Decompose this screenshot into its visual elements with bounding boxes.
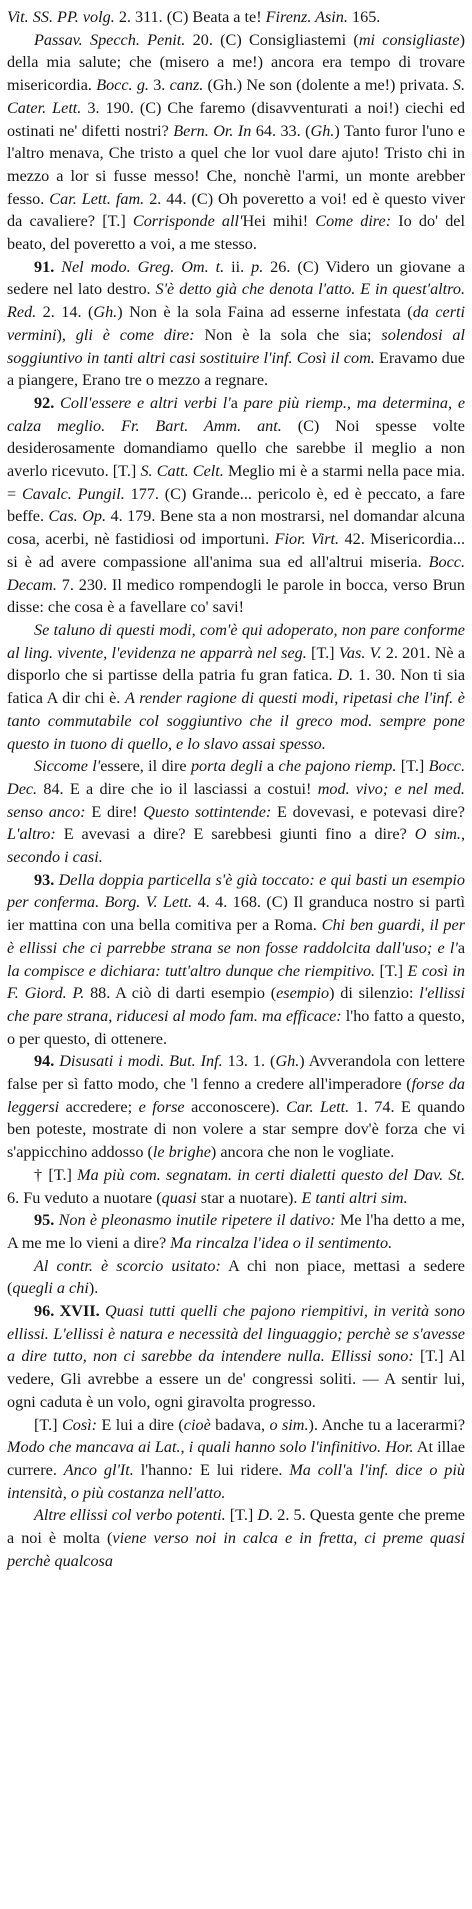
italic-text: e forse [138, 1097, 185, 1116]
paragraph [7, 1164, 465, 1209]
italic-text: Disusati i modi. But. Inf. [59, 1052, 223, 1071]
italic-text: Anco gl'It. [63, 1461, 134, 1479]
italic-text: Chi ben guardi, il per è ellissi che ci parrebbe strana se non fosse raddolcita dall'uso; e l' [7, 916, 465, 957]
text-run: E dovevasi, e potevasi dire? [271, 802, 465, 821]
italic-text: O sim., secondo i casi. [7, 825, 465, 867]
paragraph [7, 1209, 465, 1254]
italic-text: Cavalc. Pungil. [21, 484, 125, 503]
italic-text: E tanti altri sim. [301, 1188, 408, 1207]
italic-text: mod. vivo; e nel med. senso anco: [7, 779, 465, 821]
paragraph-number: 95. [34, 1211, 55, 1230]
italic-text: solendosi al soggiuntivo in tanti altri casi sostituire l'inf. Così il com. [7, 325, 466, 367]
text-run: 2. 44. (C) Oh poveretto a voi! ed è questo viver da cavaliere? [T.] [7, 189, 465, 231]
text-run: ) di silenzio: [329, 984, 420, 1003]
italic-text: l'ellissi che pare strana, riducesi al modo fam. ma efficace: [7, 984, 465, 1025]
italic-text: Bocc. Decam. [7, 552, 465, 594]
italic-text: Corrisponde all' [132, 212, 243, 231]
text-run: a [262, 757, 279, 776]
italic-text: Bocc. g. [96, 76, 149, 95]
text-run: ) ancora che non le vogliate. [210, 1143, 395, 1162]
italic-text: Cas. Op. [48, 507, 107, 526]
text-run: l'hanno [133, 1461, 188, 1479]
italic-text: Coll'essere e altri verbi l' [60, 393, 231, 412]
text-run: E lui a dire ( [97, 1415, 184, 1434]
paragraph-number: 94. [34, 1052, 55, 1071]
italic-text: Car. Lett. [286, 1097, 350, 1116]
text-run: l'ho fatto a questo, o per questo, di ottenere. [7, 1006, 465, 1048]
italic-text: che pajono riemp. [278, 757, 397, 776]
text-run: A chi non piace, mettasi a sedere ( [7, 1256, 465, 1298]
text-run: essere, il dire [100, 757, 191, 776]
italic-text: canz. [169, 76, 204, 95]
text-run: E lui ridere. [193, 1461, 290, 1479]
paragraph [7, 392, 465, 619]
text-run: 2. 5. Questa gente che preme a noi è molta ( [7, 1506, 465, 1548]
italic-text: S'è detto già che denota l'atto. E in quest'altro. Red. [7, 280, 465, 322]
italic-text: Vit. SS. PP. volg. [7, 8, 115, 26]
text-run: a [345, 1461, 353, 1479]
italic-text: cioè [183, 1415, 211, 1434]
italic-text: Vas. V. [338, 643, 382, 662]
italic-text: le brighe [152, 1143, 211, 1162]
text-run: Meglio mi è a starmi nella pace mia. = [7, 462, 466, 503]
text-run: [T.] [396, 757, 429, 776]
italic-text: D. [337, 666, 354, 685]
text-run: 84. E a dire che io il lasciassi a costui! [37, 779, 318, 798]
italic-text: gli è come dire: [75, 325, 195, 344]
text-run: [T.] [225, 1506, 258, 1525]
italic-text: E così in F. Giord. P. [7, 961, 466, 1003]
italic-text: Ma coll' [289, 1461, 346, 1479]
italic-text: Firenz. Asin. [265, 8, 348, 26]
italic-text: Al contr. è scorcio usitato: [34, 1256, 221, 1275]
text-run: Non è la sola che sia; [194, 325, 382, 344]
text-run: 64. 33. ( [251, 121, 311, 140]
text-run: ). [88, 1279, 99, 1298]
italic-text: Così: [61, 1415, 98, 1434]
text-run: Io do' del beato, del poveretto a voi, a me stesso. [7, 212, 465, 254]
paragraph [7, 29, 465, 256]
paragraph [7, 256, 465, 392]
paragraph [7, 1050, 465, 1164]
italic-text: L'altro: [7, 825, 56, 844]
text-run: E avevasi a dire? E sarebbesi giunti fino a dire? [55, 825, 415, 844]
text-run: 4. 179. Bene sta a non mostrarsi, nel domandar alcuna cosa, acerbi, nè fastidiosi od importuni. [7, 507, 465, 549]
text-run: Eravamo due a piangere, Erano tre o mezzo a regnare. [7, 348, 465, 390]
paragraph [7, 6, 465, 29]
paragraph-number: 96. XVII. [34, 1302, 100, 1321]
italic-text: Nel modo. Greg. Om. t. [61, 257, 225, 276]
italic-text: pare più riemp., ma determina, e calza meglio. Fr. Bart. Amm. ant. [7, 393, 466, 435]
text-run: 4. 4. 168. (C) Il granduca nostro si partì ier mattina con una bella comitiva per a Roma. [7, 893, 465, 935]
italic-text: mi consigliaste [358, 30, 460, 49]
text-run: 7. 230. Il medico rompendogli le parole in bocca, verso Brun disse: che cosa è a favellare co' savi! [7, 575, 465, 617]
text-run: [T.] [34, 1415, 62, 1434]
text-run: 26. (C) Videro un giovane a sedere nel lato destro. [7, 257, 466, 299]
text-run: [T.] Al vedere, Gli avrebbe a essere un de' congressi soliti. — A sentir lui, ogni caduta è un volo, ogni giravolta progresso. [7, 1347, 465, 1411]
text-run: ). Anche tu a lacerarmi? [308, 1415, 466, 1434]
text-run: accredere; [59, 1097, 139, 1116]
italic-text: forse da leggersi [7, 1075, 465, 1116]
italic-text: p. [251, 257, 264, 276]
text-run: 1. 74. E quando ben poteste, mostrate di non volere a star sempre dov'è forza che vi s'appicchino addosso ( [7, 1097, 465, 1162]
italic-text: Ma più com. segnatam. in certi dialetti questo del Dav. St. [77, 1165, 466, 1184]
italic-text: A render ragione di questi modi, ripetasi che l'inf. è tanto commutabile col soggiuntivo che il greco mod. sempre pone questo in tuono di quello, e lo slavo assai spesso. [7, 689, 465, 753]
paragraph-number: 91. [34, 257, 55, 276]
text-run: a [230, 393, 238, 412]
italic-text: Quasi tutti quelli che pajono riempitivi, in verità sono ellissi. L'ellissi è natura e necessità del linguaggio; perchè se s'avesse a dire tutto, non ci sarebbe da intendere nulla. Ellissi sono: [7, 1302, 466, 1366]
text-run: 6. Fu veduto a nuotare ( [7, 1188, 162, 1207]
text-run: ii. [224, 257, 252, 276]
text-run: ) Non è la sola Faina ad esserne infestata ( [117, 303, 413, 322]
italic-text: l'inf. dice o più intensità, o più costanza nell'atto. [7, 1461, 465, 1502]
italic-text: da certi vermini [7, 303, 466, 344]
italic-text: la compisce e dichiara: tutt'altro dunque che riempitivo. [7, 961, 376, 980]
text-run: acconoscere). [184, 1097, 287, 1116]
italic-text: viene verso noi in calca e in fretta, ci preme quasi perchè qualcosa [7, 1529, 466, 1570]
italic-text: Siccome l' [34, 757, 101, 776]
text-run: 2. 14. ( [36, 303, 94, 322]
text-run: 88. A ciò di darti esempio ( [84, 984, 277, 1003]
italic-text: Della doppia particella s'è già toccato: e qui basti un esempio per conferma. Borg. V. Lett. [7, 870, 466, 912]
italic-text: porta degli [190, 757, 263, 776]
italic-text: Questo sottintende: [143, 802, 272, 821]
text-run: 13. 1. ( [222, 1052, 276, 1071]
italic-text: Bern. Or. In [173, 121, 252, 140]
paragraph [7, 1300, 465, 1414]
italic-text: Se taluno di questi modi, com'è qui adoperato, non pare conforme al ling. vivente, l'evidenza ne apparrà nel seg. [7, 620, 465, 662]
italic-text: esempio [276, 984, 330, 1003]
page-body [7, 6, 465, 1573]
text-run: badava, [210, 1415, 270, 1434]
paragraph [7, 1255, 465, 1300]
italic-text: Modo che mancava ai Lat., i quali hanno solo l'infinitivo. Hor. [7, 1438, 414, 1457]
italic-text: D. [257, 1506, 274, 1525]
italic-text: : [187, 1461, 194, 1479]
text-run: 2. 201. Nè a disporlo che si partisse della patria fu gran fatica. [7, 643, 466, 685]
text-run: ), [56, 325, 76, 344]
text-run: ) della mia salute; che (misero a me!) ancora era tempo di trovare misericordia. [7, 30, 466, 95]
italic-text: Car. Lett. fam. [49, 189, 145, 208]
italic-text: Bocc. Dec. [7, 757, 465, 798]
paragraph [7, 755, 465, 869]
text-run: At illae currere. [7, 1438, 465, 1479]
text-run: Hei mihi! [242, 212, 316, 231]
italic-text: Altre ellissi col verbo potenti. [34, 1506, 226, 1525]
text-run: 165. [347, 8, 381, 26]
italic-text: quegli a chi [12, 1279, 89, 1298]
text-run: 1. 30. Non ti sia fatica A dir chi è. [7, 666, 466, 708]
italic-text: Fior. Virt. [274, 530, 340, 549]
paragraph [7, 619, 465, 755]
italic-text: S. Cater. Lett. [7, 76, 466, 117]
text-run: [T.] [306, 643, 339, 662]
paragraph-number: 93. [34, 870, 55, 889]
italic-text: Non è pleonasmo inutile ripetere il dativo: [58, 1211, 336, 1230]
text-run: a [457, 938, 465, 957]
paragraph [7, 1504, 465, 1572]
text-run: star a nuotare). [196, 1188, 302, 1207]
italic-text: Gh. [93, 303, 118, 322]
text-run: E dire! [85, 802, 144, 821]
text-run: 3. 190. (C) Che faremo (disavventurati a noi!) ciechi ed ostinati ne' difetti nostri? [7, 98, 465, 140]
text-run: Me l'ha detto a me, A me me lo vieni a dire? [7, 1211, 465, 1252]
italic-text: Passav. Specch. Penit. [34, 30, 186, 49]
text-run: 2. 311. (C) Beata a te! [114, 8, 266, 26]
italic-text: Gh. [275, 1052, 300, 1071]
text-run: ) Tanto furor l'uno e l'altro menava, Che tristo a quel che lor vuol dare ajuto! Tristo chi in mezzo a lor si fusse messo! Che, nonchè l'armi, un monte arebber fesso. [7, 121, 465, 208]
text-run: † [T.] [34, 1165, 78, 1184]
text-run: 20. (C) Consigliastemi ( [185, 30, 359, 49]
text-run: 177. (C) Grande... pericolo è, ed è peccato, a fare beffe. [7, 484, 465, 526]
paragraph [7, 869, 465, 1051]
text-run: [T.] [375, 961, 408, 980]
text-run: (Gh.) Ne son (dolente a me!) privata. [203, 76, 453, 95]
paragraph [7, 1414, 465, 1505]
italic-text: o sim. [269, 1415, 309, 1434]
text-run: 42. Misericordia... si è ad avere compassione all'anima sua ed all'altrui miseria. [7, 530, 466, 571]
italic-text: Gh. [310, 121, 335, 140]
text-run: ) Avverandola con lettere false per sì fatto modo, che 'l fenno a credere all'imperadore ( [7, 1052, 465, 1094]
italic-text: quasi [161, 1188, 197, 1207]
italic-text: Come dire: [315, 212, 392, 231]
text-run: 3. [148, 76, 170, 95]
paragraph-number: 92. [34, 393, 55, 412]
italic-text: S. Catt. Celt. [140, 462, 224, 481]
italic-text: Ma rincalza l'idea o il sentimento. [170, 1233, 393, 1252]
text-run: (C) Noi spesse volte desiderosamente domandiamo quello che sarebbe il meglio a non averlo ricevuto. [T.] [7, 416, 465, 481]
